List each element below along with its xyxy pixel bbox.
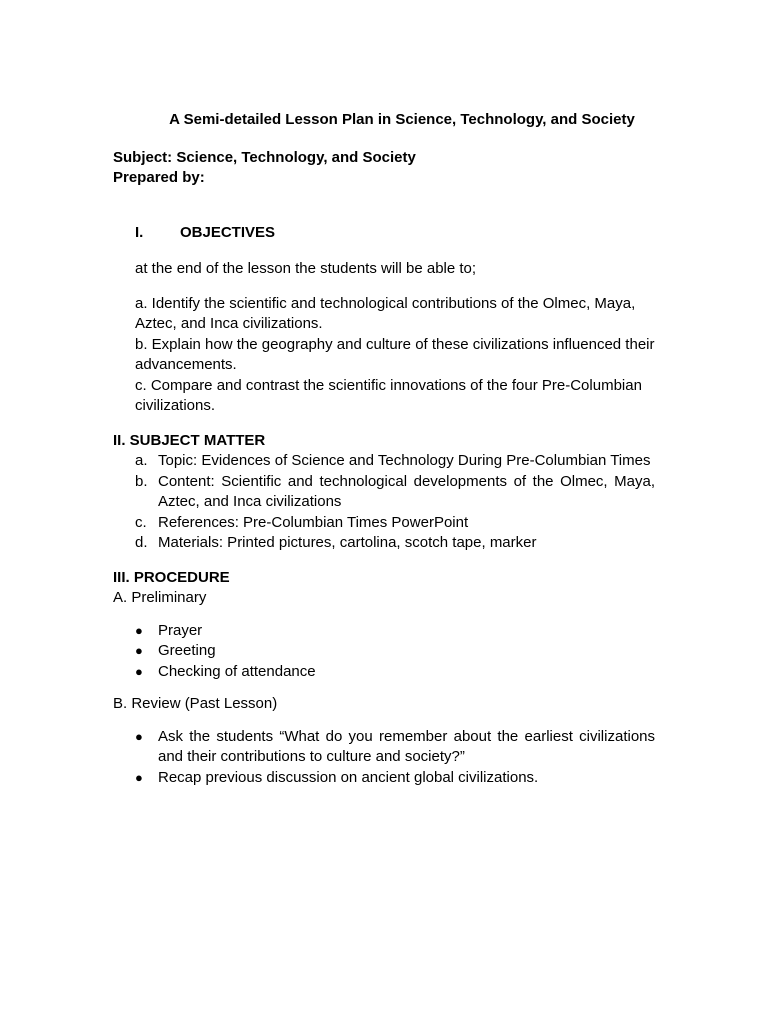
preliminary-heading: A. Preliminary [113,589,207,606]
review-heading: B. Review (Past Lesson) [113,695,278,712]
document-meta [113,148,655,189]
lesson-plan-page [113,110,655,788]
objectives-heading [135,223,655,244]
list-marker: d. [135,534,148,551]
objective-item: a. Identify the scientific and technological contributions of the Olmec, Maya, Aztec, and Inca civilizations. [135,294,636,332]
list-item [135,768,655,789]
list-item-text: Materials: Printed pictures, cartolina, scotch tape, marker [158,534,537,551]
procedure-heading: III. PROCEDURE [113,568,230,586]
list-item-text: Topic: Evidences of Science and Technology During Pre-Columbian Times [158,452,651,469]
bullet-icon: ● [135,769,143,785]
list-item-text: Greeting [158,642,216,659]
list-item [135,727,655,768]
objectives-title: OBJECTIVES [180,223,276,241]
list-marker: b. [135,472,148,490]
subject-line: Subject: Science, Technology, and Society [113,148,416,166]
objective-item: b. Explain how the geography and culture of these civilizations influenced their advancements. [135,335,655,373]
prepared-by-line: Prepared by: [113,169,205,186]
list-item [135,533,655,554]
list-item [135,641,655,662]
list-item-text: References: Pre-Columbian Times PowerPoint [158,513,469,531]
list-item [135,513,655,534]
bullet-icon: ● [135,643,143,658]
objectives-list [135,294,655,417]
list-item-text: Content: Scientific and technological developments of the Olmec, Maya, Aztec, and Inca civilizations [158,472,655,510]
objectives-intro: at the end of the lesson the students will be able to; [135,260,477,277]
objectives-number: I. [135,223,144,241]
list-item [135,472,655,513]
review-list [113,727,655,789]
bullet-icon: ● [135,663,143,679]
list-marker: c. [135,513,147,531]
list-item [135,662,655,683]
list-item-text: Checking of attendance [158,662,316,680]
list-item [135,621,655,642]
preliminary-list [113,621,655,683]
list-item-text: Recap previous discussion on ancient global civilizations. [158,768,539,786]
bullet-icon: ● [135,622,143,638]
objective-item: c. Compare and contrast the scientific innovations of the four Pre-Columbian civilizations. [135,376,642,414]
bullet-icon: ● [135,728,143,744]
subject-matter-heading: II. SUBJECT MATTER [113,431,266,449]
document-title: A Semi-detailed Lesson Plan in Science, Technology, and Society [169,111,635,128]
list-item-text: Ask the students “What do you remember about the earliest civilizations and their contributions to culture and society?” [158,727,655,765]
list-item [135,451,655,472]
list-marker: a. [135,452,148,469]
list-item-text: Prayer [158,621,203,639]
subject-matter-list [113,451,655,554]
